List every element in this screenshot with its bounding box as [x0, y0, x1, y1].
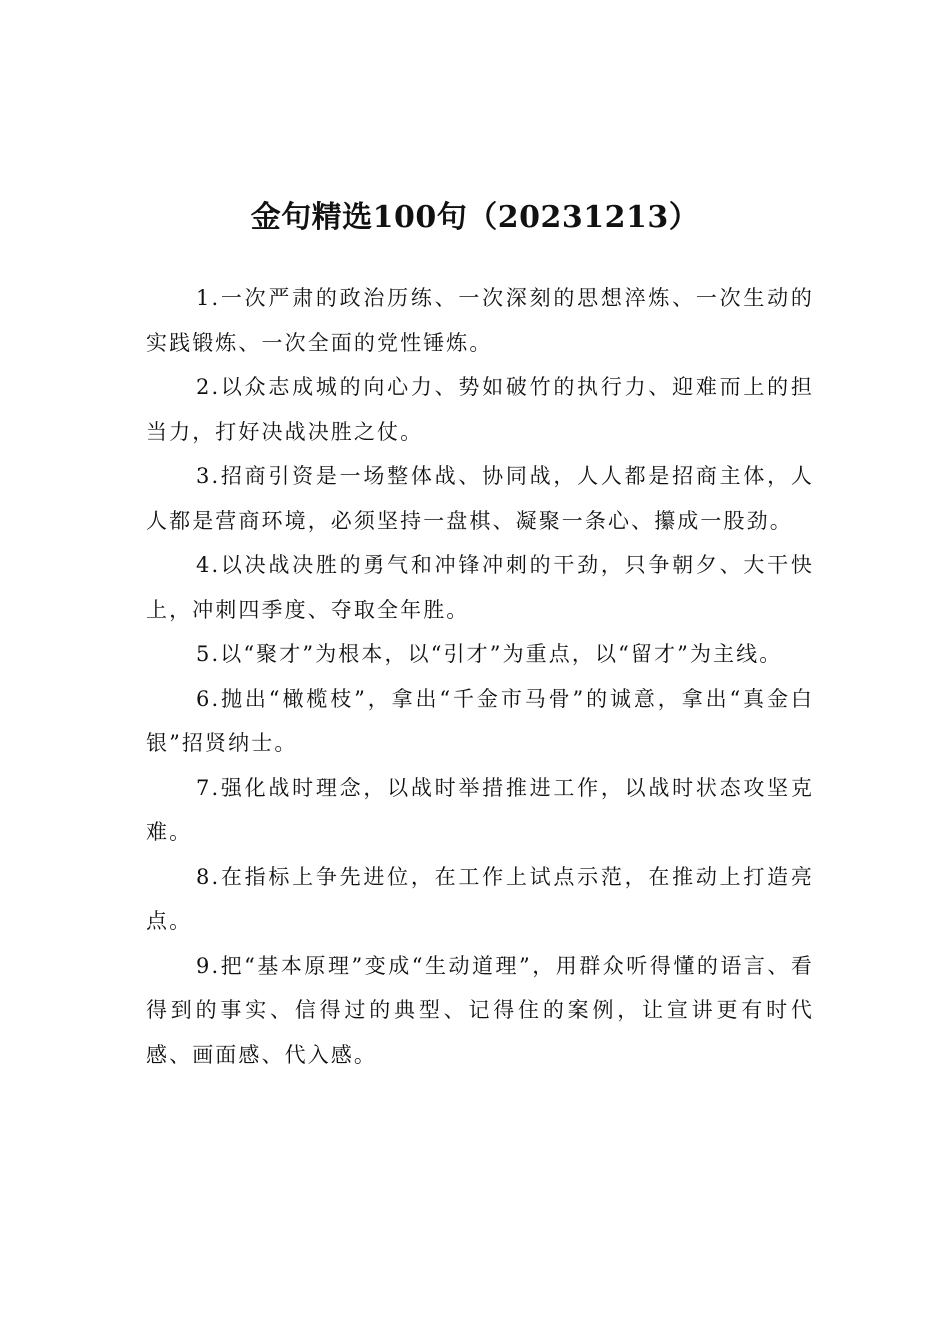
paragraph-7: 7.强化战时理念，以战时举措推进工作，以战时状态攻坚克难。 — [146, 775, 814, 844]
paragraph-9: 9.把“基本原理”变成“生动道理”，用群众听得懂的语言、看得到的事实、信得过的典型、记得住的案例，让宣讲更有时代感、画面感、代入感。 — [146, 953, 814, 1067]
paragraph-3: 3.招商引资是一场整体战、协同战，人人都是招商主体，人人都是营商环境，必须坚持一盘棋、凝聚一条心、攥成一股劲。 — [146, 464, 814, 533]
paragraph-6: 6.抛出“橄榄枝”，拿出“千金市马骨”的诚意，拿出“真金白银”招贤纳士。 — [146, 686, 814, 755]
document-body — [146, 276, 814, 1077]
paragraph-5: 5.以“聚才”为根本，以“引才”为重点，以“留才”为主线。 — [196, 642, 783, 666]
paragraph-4: 4.以决战决胜的勇气和冲锋冲刺的干劲，只争朝夕、大干快上，冲刺四季度、夺取全年胜。 — [146, 553, 814, 622]
paragraph-2: 2.以众志成城的向心力、势如破竹的执行力、迎难而上的担当力，打好决战决胜之仗。 — [146, 375, 814, 444]
paragraph-1: 1.一次严肃的政治历练、一次深刻的思想淬炼、一次生动的实践锻炼、一次全面的党性锤炼。 — [146, 286, 814, 355]
paragraph-8: 8.在指标上争先进位，在工作上试点示范，在推动上打造亮点。 — [146, 864, 814, 933]
document-title: 金句精选100句（20231213） — [250, 200, 700, 236]
